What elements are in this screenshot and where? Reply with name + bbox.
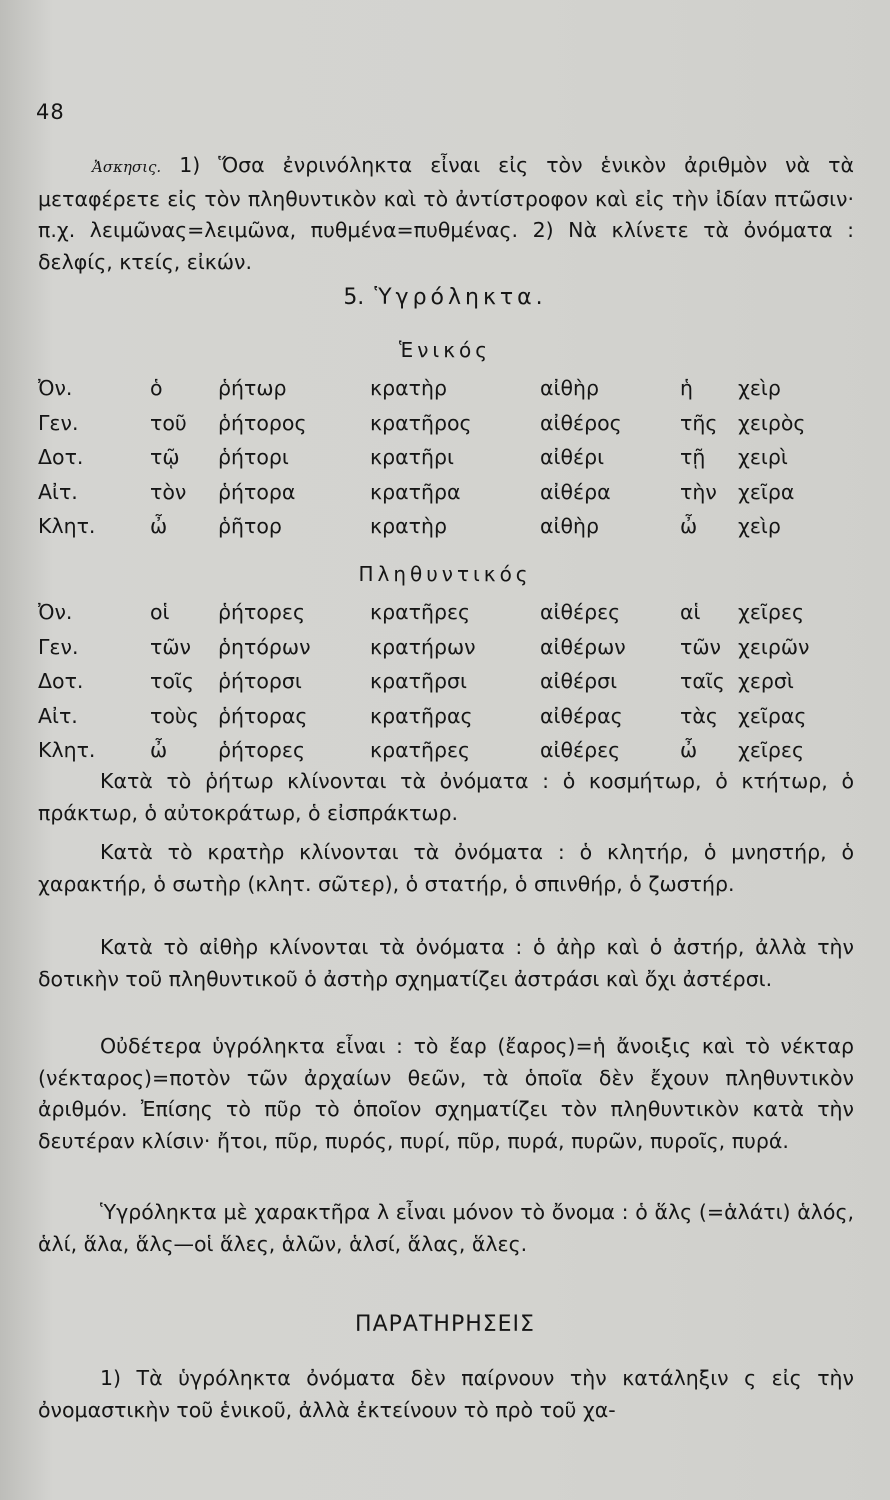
declension-form: τῶν bbox=[680, 634, 721, 659]
singular-row bbox=[0, 445, 890, 477]
section-heading bbox=[0, 285, 890, 310]
paragraph-neuters: Οὐδέτερα ὑγρόληκτα εἶναι : τὸ ἔαρ (ἔαρος)=ἡ ἄνοιξις καὶ τὸ νέκταρ (νέκταρος)=ποτὸν τῶν ἀρχαίων θεῶν, τὰ ὁποῖα δὲν ἔχουν πληθυντικὸν ἀριθμόν. Ἐπίσης τὸ πῦρ τὸ ὁποῖον σχηματίζει τὸν πληθυντικὸν κατὰ τὴν δευτέραν κλίσιν· ἤτοι, πῦρ, πυρός, πυρί, πῦρ, πυρά, πυρῶν, πυροῖς, πυρά. bbox=[38, 1034, 854, 1153]
declension-form: χεὶρ bbox=[738, 376, 781, 400]
declension-form: χεῖρα bbox=[738, 479, 795, 504]
section-title: Ὑγρόληκτα. bbox=[374, 285, 547, 310]
declension-form: κρατῆρας bbox=[370, 703, 473, 728]
declension-form: ὦ bbox=[150, 514, 168, 538]
paragraph-rhetor: Κατὰ τὸ ῥήτωρ κλίνονται τὰ ὀνόματα : ὁ κοσμήτωρ, ὁ κτήτωρ, ὁ πράκτωρ, ὁ αὐτοκράτωρ, ὁ εἰσπράκτωρ. bbox=[38, 769, 854, 825]
declension-form: τῆς bbox=[680, 410, 718, 435]
exercise-text: 1) Ὅσα ἐνρινόληκτα εἶναι εἰς τὸν ἑνικὸν ἀριθμὸν νὰ τὰ μεταφέρετε εἰς τὸν πληθυντικὸν καὶ τὸ ἀντίστροφον καὶ εἰς τὴν ἰδίαν πτῶσιν· π.χ. λειμῶνας=λειμῶνα, πυθμένα=πυθμένας. 2) Νὰ κλίνετε τὰ ὀνόματα : δελφίς, κτείς, εἰκών. bbox=[38, 153, 854, 274]
declension-form: κρατῆρος bbox=[370, 410, 472, 435]
declension-form: τοῖς bbox=[150, 669, 194, 693]
declension-form: ὁ bbox=[150, 376, 163, 400]
declension-form: χειρῶν bbox=[738, 634, 810, 659]
declension-form: τοῦ bbox=[150, 410, 187, 435]
plural-row bbox=[0, 635, 890, 667]
declension-form: ὦ bbox=[680, 738, 698, 762]
singular-row bbox=[0, 480, 890, 512]
declension-form: κρατῆρες bbox=[370, 738, 471, 762]
section-number: 5. bbox=[343, 285, 365, 310]
case-label: Αἰτ. bbox=[38, 703, 78, 728]
declension-form: ῥήτορες bbox=[218, 600, 306, 624]
notes-title: ΠΑΡΑΤΗΡΗΣΕΙΣ bbox=[355, 1312, 535, 1337]
case-label: Δοτ. bbox=[38, 445, 84, 469]
declension-form: τὸν bbox=[150, 479, 187, 504]
case-label: Ὀν. bbox=[38, 376, 73, 400]
exercise-label: Ἀσκησις. bbox=[92, 158, 162, 176]
declension-form: ῥήτωρ bbox=[218, 376, 287, 400]
case-label: Γεν. bbox=[38, 634, 79, 659]
case-label: Αἰτ. bbox=[38, 479, 78, 504]
declension-form: ῥήτορα bbox=[218, 479, 296, 504]
declension-form: αἰθέρα bbox=[540, 479, 611, 504]
declension-form: τὰς bbox=[680, 703, 718, 728]
paragraph-hals: Ὑγρόληκτα μὲ χαρακτῆρα λ εἶναι μόνον τὸ ὄνομα : ὁ ἅλς (=ἁλάτι) ἁλός, ἁλί, ἅλα, ἅλς—οἱ ἅλες, ἁλῶν, ἁλσί, ἅλας, ἅλες. bbox=[38, 1200, 854, 1256]
declension-form: ῥητόρων bbox=[218, 634, 311, 659]
declension-form: ἡ bbox=[680, 376, 693, 400]
plural-row bbox=[0, 600, 890, 632]
plural-row bbox=[0, 669, 890, 701]
declension-form: κρατῆρα bbox=[370, 479, 461, 504]
declension-form: κρατήρων bbox=[370, 634, 476, 659]
singular-row bbox=[0, 376, 890, 408]
singular-row bbox=[0, 411, 890, 443]
declension-form: τὴν bbox=[680, 479, 717, 504]
declension-form: ῥήτορι bbox=[218, 445, 289, 469]
declension-form: χειρὸς bbox=[738, 410, 806, 435]
exercise-paragraph bbox=[38, 150, 854, 278]
declension-form: αἰθέρας bbox=[540, 703, 623, 728]
declension-form: χερσὶ bbox=[738, 669, 794, 693]
declension-form: κρατῆρες bbox=[370, 600, 471, 624]
declension-form: ὦ bbox=[680, 514, 698, 538]
declension-form: αἰθέρες bbox=[540, 600, 621, 624]
declension-form: αἰθὴρ bbox=[540, 514, 599, 538]
declension-form: χεῖρας bbox=[738, 703, 807, 728]
singular-heading: Ἑνικός bbox=[399, 338, 491, 362]
declension-form: ταῖς bbox=[680, 669, 725, 693]
paragraph-krater: Κατὰ τὸ κρατὴρ κλίνονται τὰ ὀνόματα : ὁ κλητήρ, ὁ μνηστήρ, ὁ χαρακτήρ, ὁ σωτὴρ (κλητ. σῶτερ), ὁ στατήρ, ὁ σπινθήρ, ὁ ζωστήρ. bbox=[38, 840, 854, 896]
declension-form: ὦ bbox=[150, 738, 168, 762]
declension-form: ῥήτορος bbox=[218, 410, 307, 435]
declension-form: χεῖρες bbox=[738, 738, 804, 762]
case-label: Ὀν. bbox=[38, 600, 73, 624]
declension-form: αἰθέρος bbox=[540, 410, 622, 435]
declension-form: αἱ bbox=[680, 600, 701, 624]
declension-form: αἰθὴρ bbox=[540, 376, 599, 400]
notes-first-paragraph: 1) Τὰ ὑγρόληκτα ὀνόματα δὲν παίρνουν τὴν κατάληξιν ς εἰς τὴν ὀνομαστικὴν τοῦ ἑνικοῦ, ἀλλὰ ἐκτείνουν τὸ πρὸ τοῦ χα- bbox=[38, 1366, 854, 1422]
declension-form: ῥήτορες bbox=[218, 738, 306, 762]
declension-form: κρατῆρι bbox=[370, 445, 454, 469]
declension-form: χεὶρ bbox=[738, 514, 781, 538]
declension-form: κρατὴρ bbox=[370, 514, 447, 538]
plural-row bbox=[0, 704, 890, 736]
declension-form: αἰθέρι bbox=[540, 445, 605, 469]
declension-form: ῥήτορσι bbox=[218, 669, 302, 693]
case-label: Δοτ. bbox=[38, 669, 84, 693]
declension-form: αἰθέρων bbox=[540, 634, 626, 659]
singular-row bbox=[0, 514, 890, 546]
case-label: Κλητ. bbox=[38, 738, 96, 762]
plural-heading: Πληθυντικός bbox=[358, 562, 532, 586]
declension-form: τῶν bbox=[150, 634, 191, 659]
declension-form: οἱ bbox=[150, 600, 170, 624]
case-label: Γεν. bbox=[38, 410, 79, 435]
declension-form: ῥήτορας bbox=[218, 703, 308, 728]
page-number: 48 bbox=[36, 100, 65, 124]
declension-form: χειρὶ bbox=[738, 445, 788, 469]
declension-form: τοὺς bbox=[150, 703, 199, 728]
declension-form: κρατῆρσι bbox=[370, 669, 467, 693]
declension-form: ῥῆτορ bbox=[218, 514, 282, 538]
case-label: Κλητ. bbox=[38, 514, 96, 538]
declension-form: αἰθέρσι bbox=[540, 669, 618, 693]
declension-form: χεῖρες bbox=[738, 600, 804, 624]
declension-form: κρατὴρ bbox=[370, 376, 447, 400]
declension-form: αἰθέρες bbox=[540, 738, 621, 762]
paragraph-aither: Κατὰ τὸ αἰθὴρ κλίνονται τὰ ὀνόματα : ὁ ἀὴρ καὶ ὁ ἀστήρ, ἀλλὰ τὴν δοτικὴν τοῦ πληθυντικοῦ ὁ ἀστὴρ σχηματίζει ἀστράσι καὶ ὄχι ἀστέρσι. bbox=[38, 935, 854, 991]
declension-form: τῇ bbox=[680, 445, 706, 469]
declension-form: τῷ bbox=[150, 445, 180, 469]
